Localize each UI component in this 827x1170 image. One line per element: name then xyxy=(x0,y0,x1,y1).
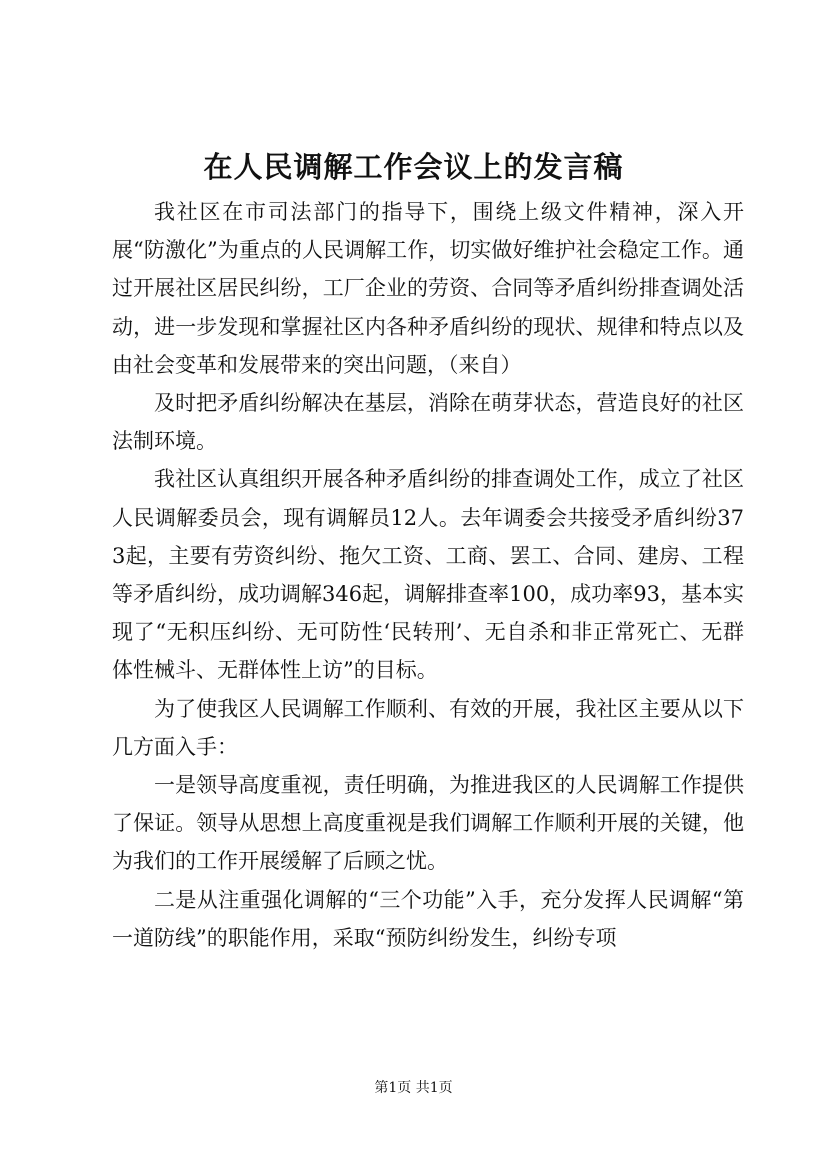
document-body xyxy=(112,193,744,957)
page-title: 在人民调解工作会议上的发言稿 xyxy=(203,150,624,184)
paragraph: 我社区认真组织开展各种矛盾纠纷的排查调处工作，成立了社区人民调解委员会，现有调解员12人。去年调委会共接受矛盾纠纷373起，主要有劳资纠纷、拖欠工资、工商、罢工、合同、建房、工程等矛盾纠纷，成功调解346起，调解排查率100，成功率93，基本实现了“无积压纠纷、无可防性‘民转刑’、无自杀和非正常死亡、无群体性械斗、无群体性上访”的目标。 xyxy=(112,467,744,683)
paragraph: 为了使我区人民调解工作顺利、有效的开展，我社区主要从以下几方面入手： xyxy=(112,696,744,759)
paragraph: 我社区在市司法部门的指导下，围绕上级文件精神，深入开展“防激化”为重点的人民调解工作，切实做好维护社会稳定工作。通过开展社区居民纠纷，工厂企业的劳资、合同等矛盾纠纷排查调处活动，进一步发现和掌握社区内各种矛盾纠纷的现状、规律和特点以及由社会变革和发展带来的突出问题，（来自） xyxy=(112,200,744,377)
paragraph: 一是领导高度重视，责任明确，为推进我区的人民调解工作提供了保证。领导从思想上高度重视是我们调解工作顺利开展的关键，他为我们的工作开展缓解了后顾之忧。 xyxy=(112,773,744,874)
paragraph: 及时把矛盾纠纷解决在基层，消除在萌芽状态，营造良好的社区法制环境。 xyxy=(112,391,744,454)
page-footer: 第1页 共1页 xyxy=(374,1080,453,1096)
paragraph: 二是从注重强化调解的“三个功能”入手，充分发挥人民调解“第一道防线”的职能作用，采取“预防纠纷发生，纠纷专项 xyxy=(112,887,744,950)
